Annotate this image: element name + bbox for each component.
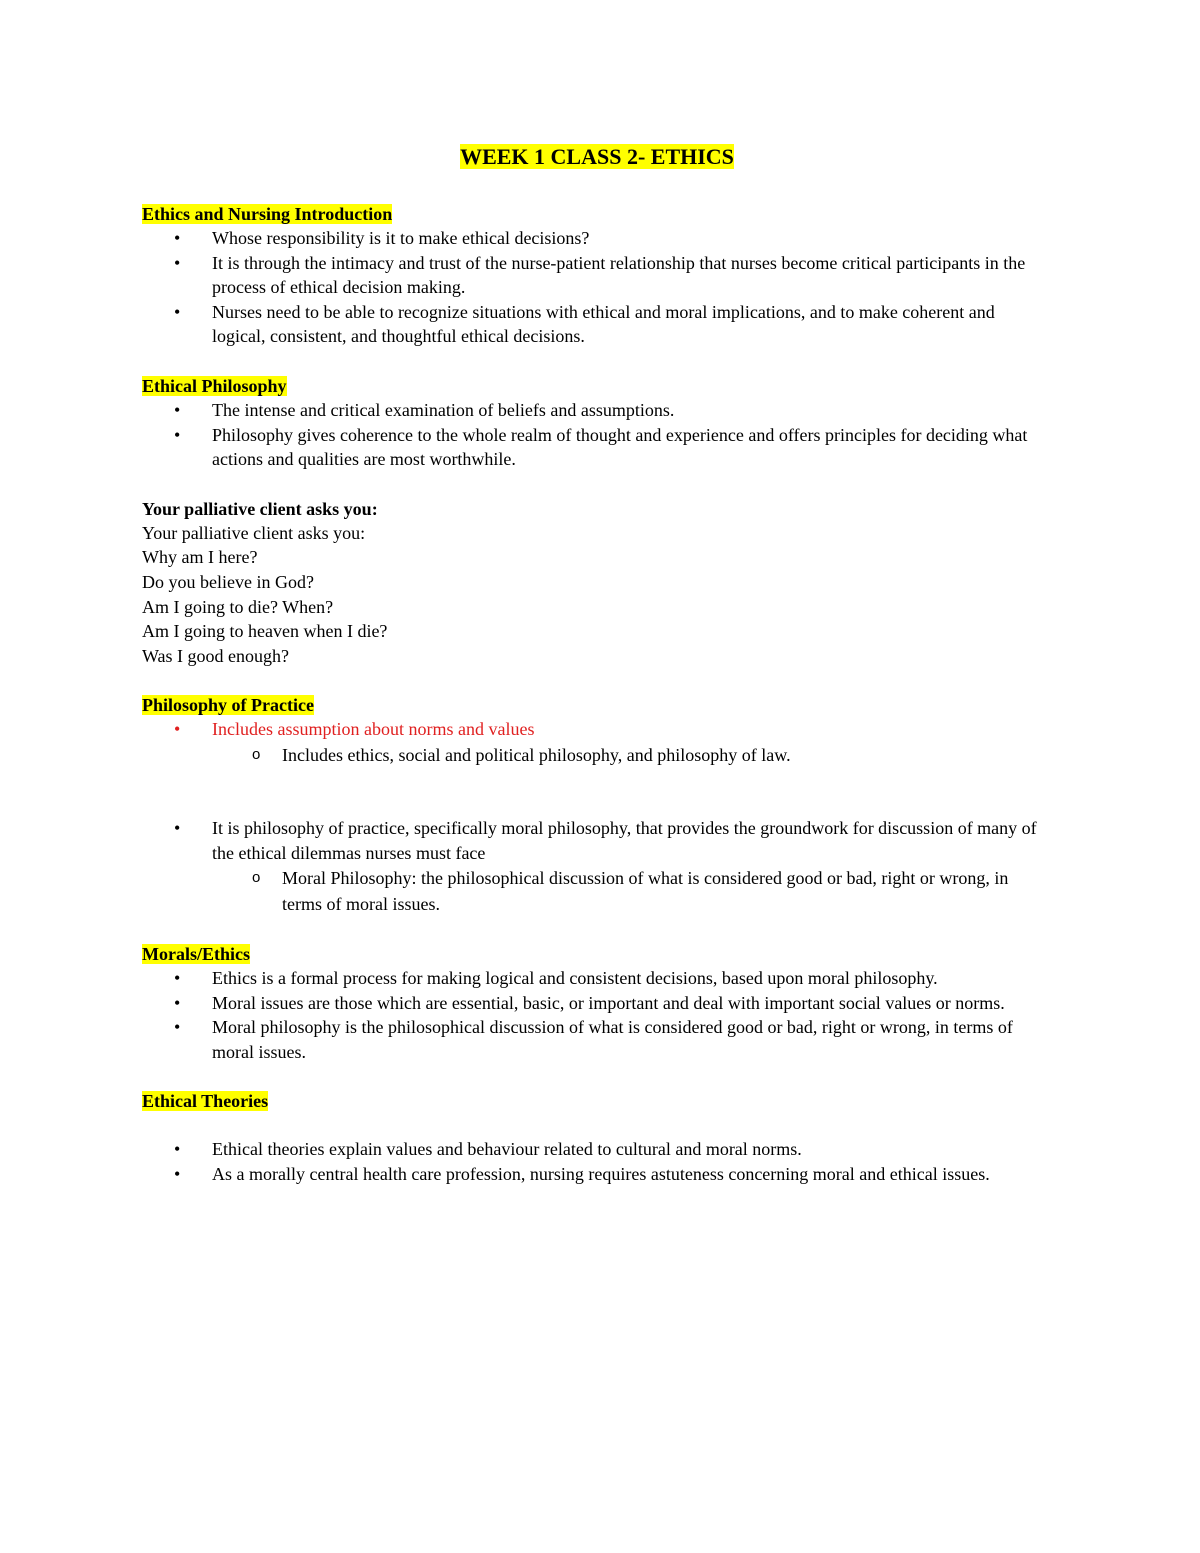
list-item: • Philosophy gives coherence to the whole realm of thought and experience and offers principles for deciding what actions and qualities are most worthwhile.	[142, 423, 1052, 472]
list-item-text: Includes assumption about norms and values	[212, 719, 535, 740]
bullet-list	[142, 1137, 1052, 1186]
list-item: • As a morally central health care profession, nursing requires astuteness concerning moral and ethical issues.	[142, 1162, 1052, 1187]
text-line: Am I going to heaven when I die?	[142, 621, 388, 642]
bullet-list	[142, 966, 1052, 1064]
list-item: • The intense and critical examination of beliefs and assumptions.	[142, 398, 1052, 423]
bullet-list	[142, 226, 1052, 349]
sub-bullet-list	[212, 865, 1052, 917]
section-heading: Ethical Theories	[142, 1091, 269, 1112]
section-heading: Morals/Ethics	[142, 944, 250, 965]
bullet-list	[142, 717, 1052, 742]
text-line: Am I going to die? When?	[142, 596, 334, 617]
text-line: Was I good enough?	[142, 645, 290, 666]
bullet-list	[142, 816, 1052, 865]
list-item: • Moral philosophy is the philosophical discussion of what is considered good or bad, right or wrong, in terms of moral issues.	[142, 1015, 1052, 1064]
section-ethical-philosophy	[142, 374, 1052, 472]
list-item: • Whose responsibility is it to make ethical decisions?	[142, 226, 1052, 251]
section-philosophy-of-practice	[142, 693, 1052, 917]
sub-list-item: o Includes ethics, social and political philosophy, and philosophy of law.	[212, 742, 1052, 768]
section-heading: Ethics and Nursing Introduction	[142, 204, 393, 224]
sub-list-item: o Moral Philosophy: the philosophical discussion of what is considered good or bad, right or wrong, in terms of moral issues.	[212, 865, 1052, 917]
document-title: WEEK 1 CLASS 2- ETHICS	[460, 144, 734, 169]
list-item: • Moral issues are those which are essential, basic, or important and deal with important social values or norms.	[142, 991, 1052, 1016]
section-heading: Philosophy of Practice	[142, 695, 314, 716]
list-item: • It is philosophy of practice, specifically moral philosophy, that provides the groundwork for discussion of many of the ethical dilemmas nurses must face	[142, 816, 1052, 865]
section-heading: Your palliative client asks you:	[142, 498, 378, 519]
section-palliative-client	[142, 497, 1052, 669]
list-item	[142, 717, 1052, 742]
text-line: Your palliative client asks you:	[142, 522, 366, 543]
text-line: Why am I here?	[142, 547, 258, 568]
list-item: • Ethical theories explain values and behaviour related to cultural and moral norms.	[142, 1137, 1052, 1162]
bullet-list	[142, 398, 1052, 472]
list-item: • Nurses need to be able to recognize situations with ethical and moral implications, and to make coherent and logical, consistent, and thoughtful ethical decisions.	[142, 300, 1052, 349]
sub-bullet-list	[212, 742, 1052, 768]
section-ethical-theories	[142, 1089, 1052, 1186]
list-item: • Ethics is a formal process for making logical and consistent decisions, based upon moral philosophy.	[142, 966, 1052, 991]
section-ethics-nursing-intro	[142, 202, 1052, 349]
list-item: • It is through the intimacy and trust of the nurse-patient relationship that nurses become critical participants in the process of ethical decision making.	[142, 251, 1052, 300]
section-morals-ethics	[142, 942, 1052, 1064]
spacer	[142, 768, 1052, 816]
text-line: Do you believe in God?	[142, 571, 314, 592]
document-page	[142, 140, 1052, 1212]
section-heading: Ethical Philosophy	[142, 375, 287, 396]
